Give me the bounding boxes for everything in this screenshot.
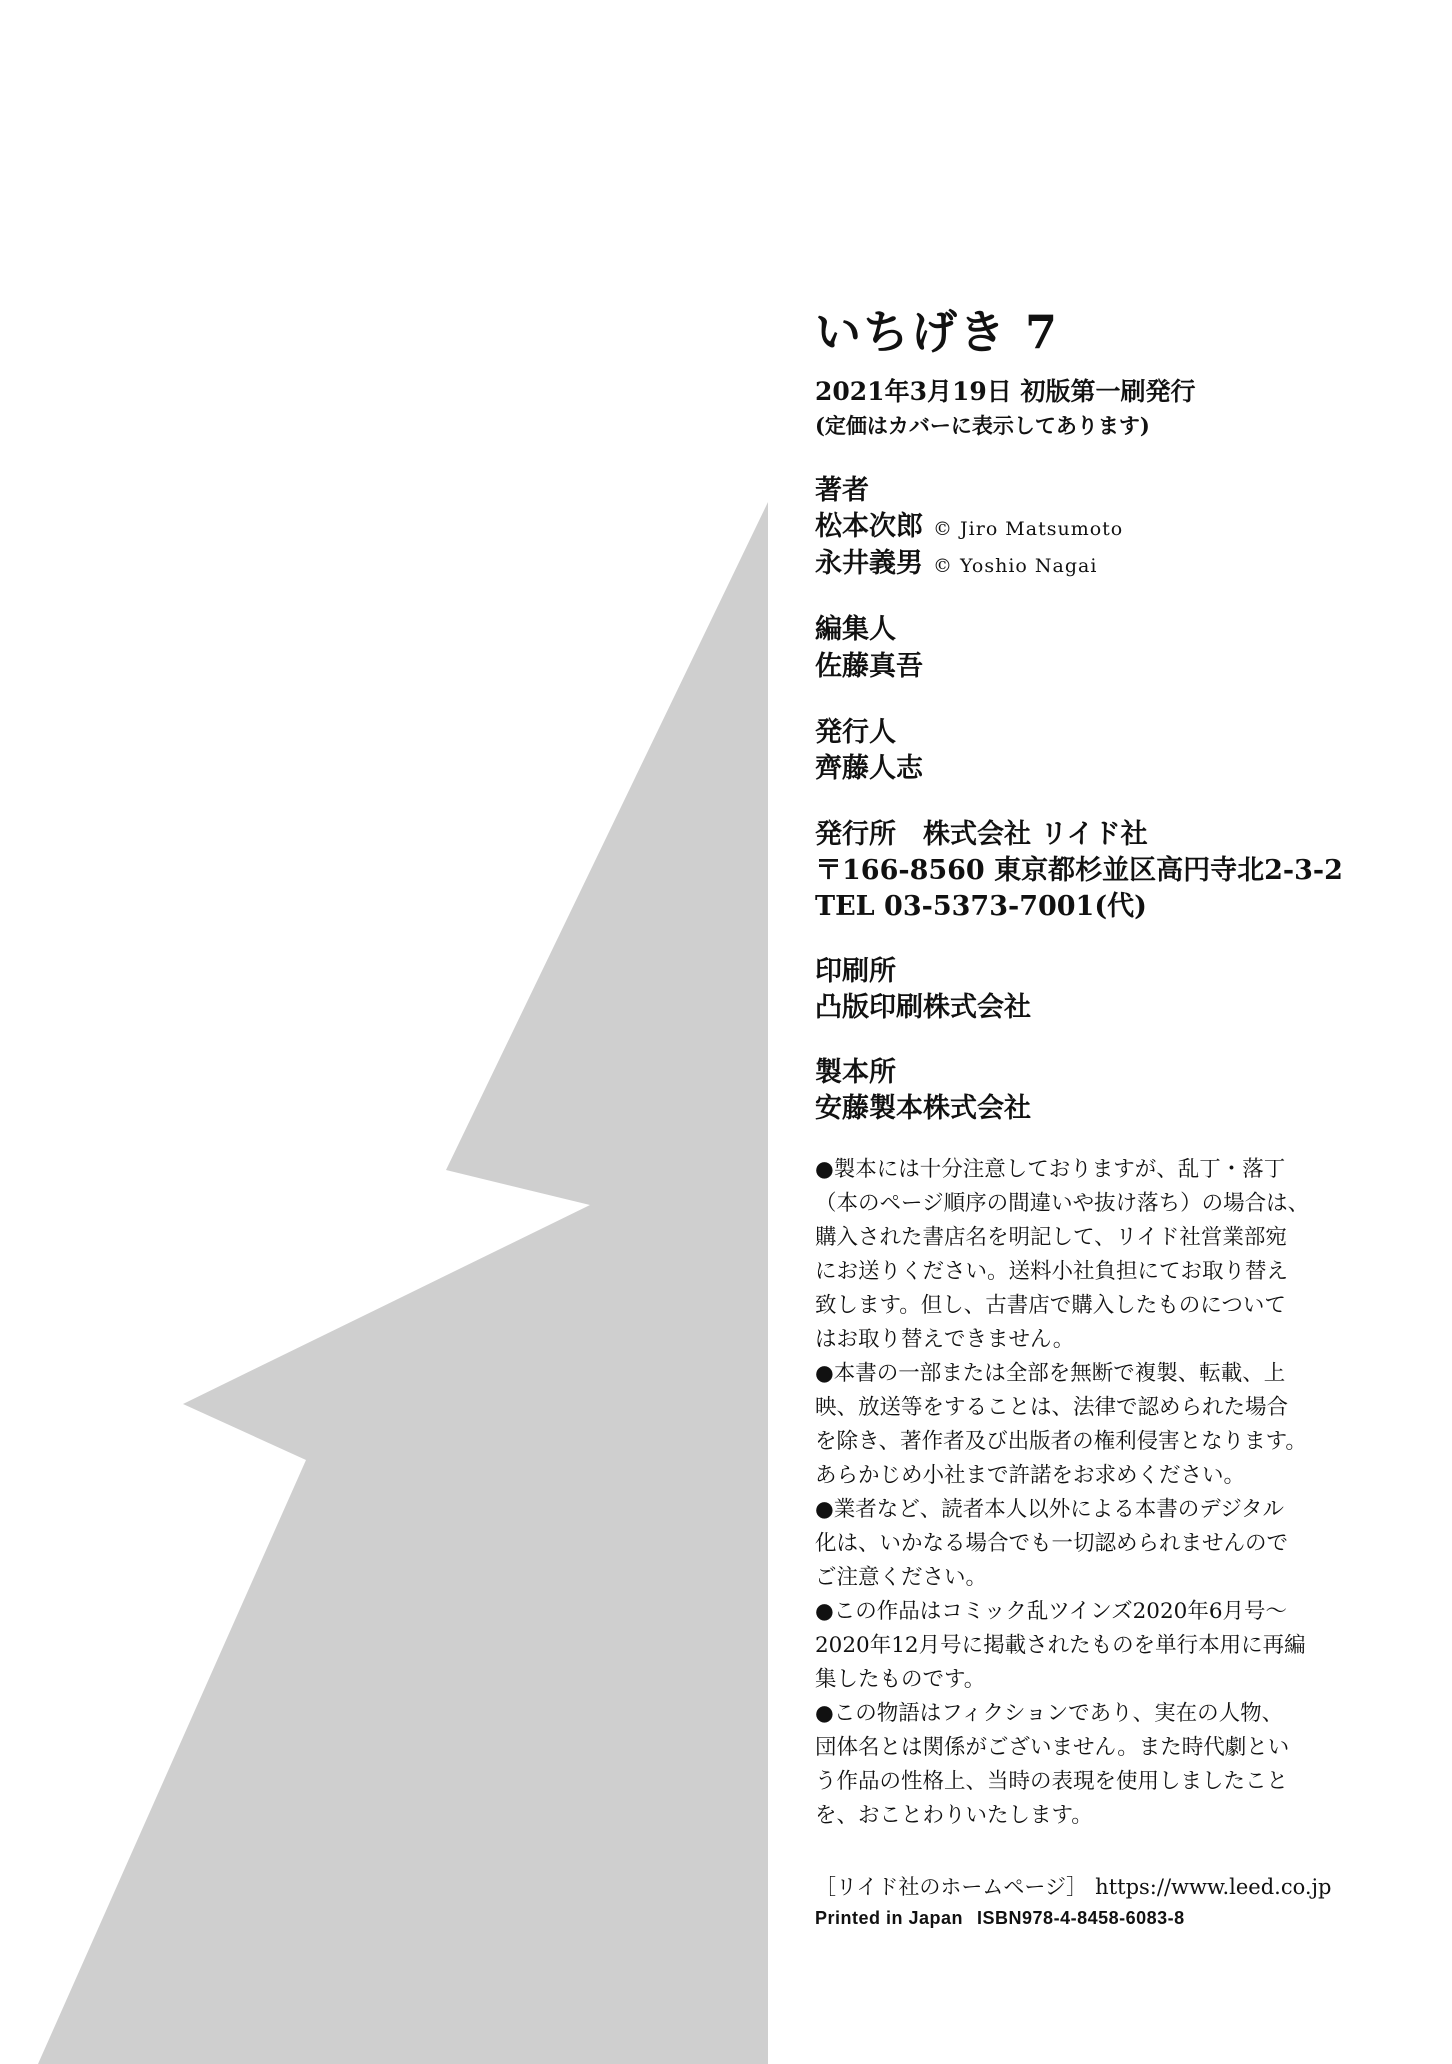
- note-paragraph: ●この作品はコミック乱ツインズ2020年6月号～ 2020年12月号に掲載されたものを単行本用に再編 集したものです。: [815, 1599, 1306, 1692]
- issuer-label: 発行人: [815, 717, 896, 748]
- note-paragraph: ●本書の一部または全部を無断で複製、転載、上 映、放送等をすることは、法律で認められた場合 を除き、著作者及び出版者の権利侵害となります。 あらかじめ小社まで許諾をお求めください。: [815, 1361, 1307, 1488]
- printed-in-japan: Printed in Japan: [815, 1908, 964, 1928]
- notes-block: [815, 1153, 1335, 1833]
- homepage-line: [815, 1871, 1331, 1901]
- editor-name: 佐藤真吾: [815, 651, 923, 682]
- binder-name: 安藤製本株式会社: [815, 1093, 1031, 1124]
- homepage-url[interactable]: https://www.leed.co.jp: [1095, 1875, 1332, 1899]
- note-paragraph: ●この物語はフィクションであり、実在の人物、 団体名とは関係がございません。また時代劇とい う作品の性格上、当時の表現を使用しましたこと を、おことわりいたします。: [815, 1701, 1290, 1828]
- note-paragraph: ●製本には十分注意しておりますが、乱丁・落丁 （本のページ順序の間違いや抜け落ち）の場合は、 購入された書店名を明記して、リイド社営業部宛 にお送りください。送料小社負担にてお取り替え 致します。但し、古書店で購入したものについて はお取り替えできません。: [815, 1157, 1310, 1352]
- printer-label: 印刷所: [815, 956, 896, 987]
- issuer-name: 齊藤人志: [815, 753, 923, 784]
- publication-date: 2021年3月19日 初版第一刷発行: [815, 377, 1196, 406]
- author-copyright: © Jiro Matsumoto: [933, 518, 1124, 540]
- publisher-line: 発行所 株式会社 リイド社: [815, 819, 1148, 850]
- publisher-tel: TEL 03-5373-7001(代): [815, 891, 1147, 922]
- note-paragraph: ●業者など、読者本人以外による本書のデジタル 化は、いかなる場合でも一切認められませんので ご注意ください。: [815, 1497, 1289, 1590]
- price-note: (定価はカバーに表示してあります): [815, 413, 1150, 438]
- publisher-address: 〒166-8560 東京都杉並区高円寺北2-3-2: [815, 855, 1343, 886]
- editor-label: 編集人: [815, 614, 896, 645]
- homepage-label: ［リイド社のホームページ］: [815, 1875, 1088, 1899]
- printed-line: [815, 1908, 1185, 1929]
- colophon-title: いちげき 7: [815, 305, 1060, 359]
- author-name-2: [815, 541, 1097, 580]
- gray-silhouette: [38, 502, 768, 2064]
- author-name-1: [815, 504, 1123, 543]
- printer-name: 凸版印刷株式会社: [815, 992, 1031, 1023]
- binder-label: 製本所: [815, 1057, 896, 1088]
- author-name: 永井義男: [815, 548, 923, 579]
- isbn: ISBN978-4-8458-6083-8: [977, 1908, 1185, 1928]
- author-copyright: © Yoshio Nagai: [933, 555, 1098, 577]
- author-label: 著者: [815, 475, 869, 506]
- author-name: 松本次郎: [815, 511, 923, 542]
